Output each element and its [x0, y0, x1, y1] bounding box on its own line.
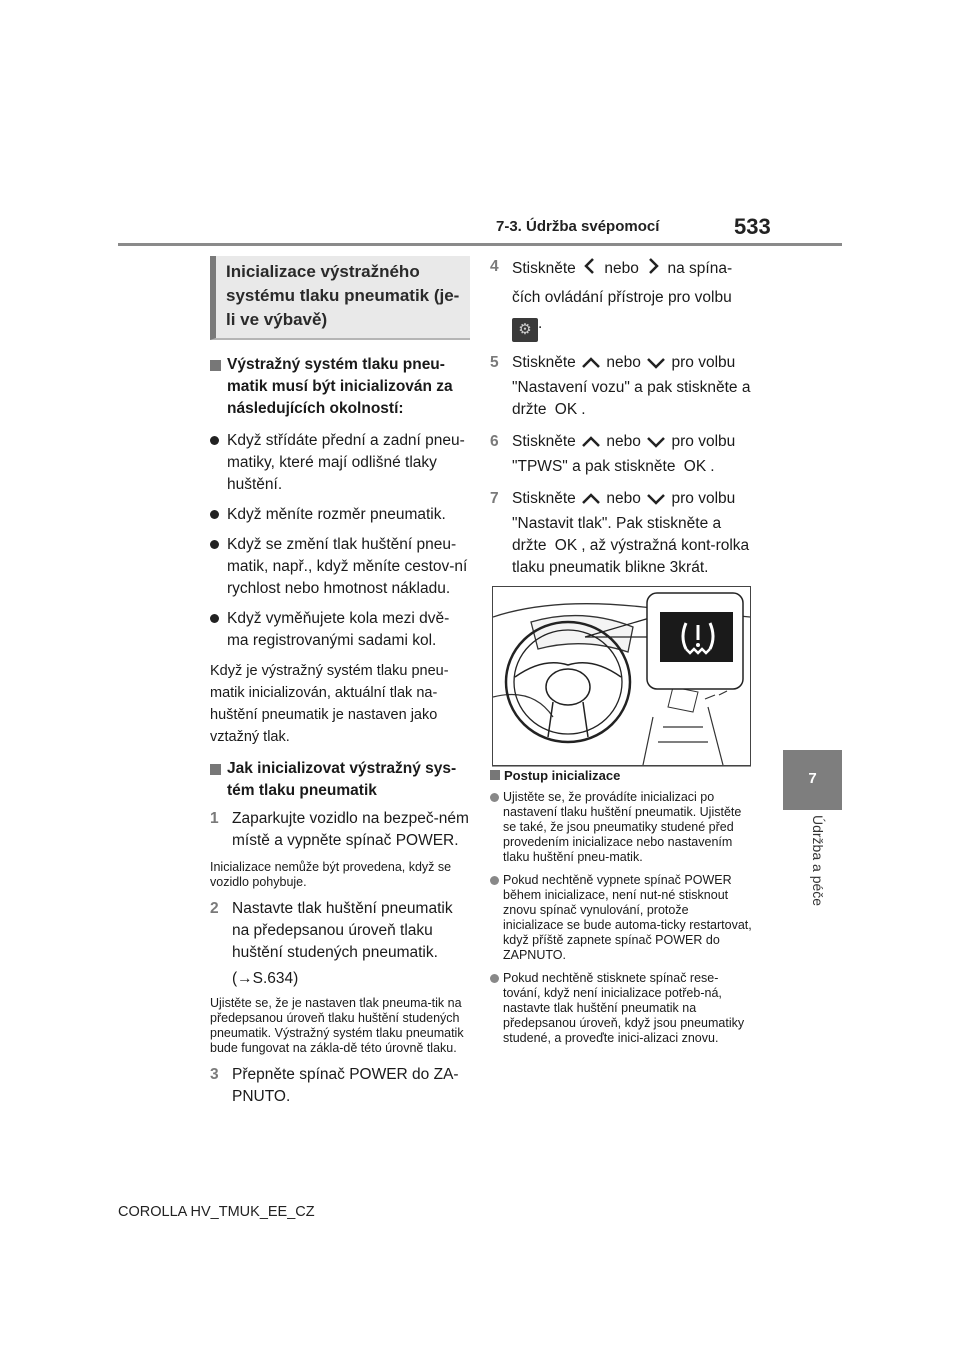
notes-block: [490, 768, 752, 1046]
chevron-down-icon: [645, 434, 667, 456]
left-column: [210, 256, 470, 1108]
subheading-how-to: Jak inicializovat výstražný sys-tém tlaku pneumatik: [210, 758, 470, 802]
chevron-up-icon: [580, 491, 602, 513]
bullet-icon: [210, 436, 219, 445]
document-footer: COROLLA HV_TMUK_EE_CZ: [118, 1204, 315, 1220]
bullet-icon: [210, 540, 219, 549]
square-bullet-icon: [210, 360, 221, 371]
bullet-icon: [490, 974, 499, 983]
chevron-down-icon: [645, 491, 667, 513]
bullet-icon: [210, 614, 219, 623]
step-2: 2 Nastavte tlak huštění pneumatik na předepsanou úroveň tlaku huštění studených pneumatik. (→S.634): [210, 898, 470, 990]
bullet-icon: [490, 876, 499, 885]
chevron-down-icon: [645, 355, 667, 377]
ok-button-icon: OK: [554, 537, 578, 554]
ok-button-icon: OK: [554, 401, 578, 418]
step-2-note: Ujistěte se, že je nastaven tlak pneuma-tik na předepsanou úroveň tlaku huštění studených pneumatik. Výstražný systém tlaku pneumatik bude fungovat na zákla-dě této úrovně tlaku.: [210, 996, 464, 1055]
section-title: 7-3. Údržba svépomocí: [496, 218, 660, 235]
step-1: 1 Zaparkujte vozidlo na bezpeč-ném místě a vypněte spínač POWER.: [210, 810, 469, 849]
subheading-circumstances: Výstražný systém tlaku pneu-matik musí být inicializován za následujících okolností:: [210, 354, 470, 420]
settings-gear-icon: ⚙: [512, 318, 538, 342]
page-reference-link[interactable]: (→S.634): [232, 970, 299, 987]
figure-rule: [492, 766, 751, 767]
section-heading: Inicializace výstražného systému tlaku pneumatik (je-li ve výbavě): [210, 256, 470, 340]
bullet-icon: [490, 793, 499, 802]
chevron-up-icon: [580, 355, 602, 377]
note-item: Pokud nechtěně vypnete spínač POWER během inicializace, není nut-né stisknout znovu spínač vynulování, protože inicializace se bude automa-ticky restartovat, když příště zapnete spínač POWER do ZAPNUTO.: [490, 873, 752, 963]
chapter-label: Údržba a péče: [810, 815, 826, 907]
list-item: Když vyměňujete kola mezi dvě-ma registrovanými sadami kol.: [210, 608, 470, 652]
step-5: 5 Stiskněte nebo pro volbu "Nastavení vozu" a pak stiskněte a držte OK .: [490, 354, 751, 418]
steering-wheel-illustration: [492, 586, 751, 766]
note-item: Pokud nechtěně stisknete spínač rese-tování, když není inicializace potřeb-ná, nastavte tlak huštění pneumatik na předepsanou úroveň, když jsou pneumatiky studené, a proveďte inici-alizaci znovu.: [490, 971, 752, 1046]
step-4: 4 Stiskněte nebo na spína-čích ovládání přístroje pro volbu ⚙ .: [490, 256, 752, 342]
chapter-number: 7: [808, 770, 817, 787]
square-bullet-icon: [490, 770, 500, 780]
header-rule: [118, 243, 842, 246]
step-6: 6 Stiskněte nebo pro volbu "TPWS" a pak stiskněte OK .: [490, 433, 736, 475]
chevron-right-icon: [643, 256, 663, 285]
bullet-icon: [210, 510, 219, 519]
step-7: 7 Stiskněte nebo pro volbu "Nastavit tlak". Pak stiskněte a držte OK , až výstražná kont-rolka tlaku pneumatik blikne 3krát.: [490, 490, 750, 576]
list-item: Když se změní tlak huštění pneu-matik, např., když měníte cestov-ní rychlost nebo hmotnost nákladu.: [210, 534, 470, 600]
notes-heading: Postup inicializace: [490, 768, 752, 783]
right-column: [490, 256, 752, 579]
step-3: 3 Přepněte spínač POWER do ZA-PNUTO.: [210, 1066, 459, 1105]
ok-button-icon: OK: [683, 458, 707, 475]
dashboard-drawing: [493, 587, 750, 765]
chevron-left-icon: [580, 256, 600, 285]
tire-pressure-warning-icon: [676, 615, 720, 659]
list-item: Když střídáte přední a zadní pneu-matiky, které mají odlišné tlaky huštění.: [210, 430, 470, 496]
note-item: Ujistěte se, že provádíte inicializaci po nastavení tlaku huštění pneumatik. Ujistěte se také, že jsou pneumatiky studené před provedením inicializace nebo nastavením tlaku huštění pneu-matik.: [490, 790, 752, 865]
chevron-up-icon: [580, 434, 602, 456]
page-number: 533: [734, 214, 771, 239]
reference-pressure-paragraph: Když je výstražný systém tlaku pneu-matik inicializován, aktuální tlak na-huštění pneumatik je nastaven jako vztažný tlak.: [210, 663, 449, 745]
step-1-note: Inicializace nemůže být provedena, když se vozidlo pohybuje.: [210, 860, 452, 889]
list-item: Když měníte rozměr pneumatik.: [210, 504, 470, 526]
square-bullet-icon: [210, 764, 221, 775]
